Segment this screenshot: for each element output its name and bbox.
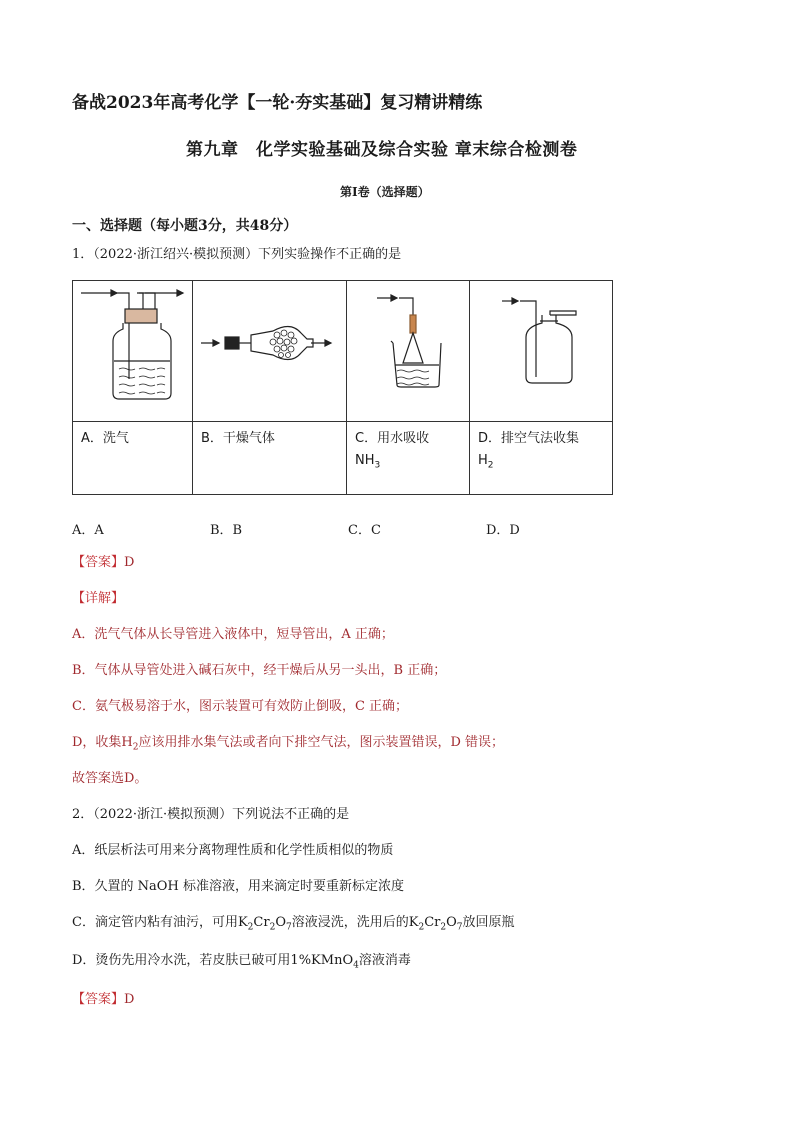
gas-collection-bottle-figure bbox=[470, 281, 613, 422]
q2-option-a: A．纸层析法可用来分离物理性质和化学性质相似的物质 bbox=[72, 843, 394, 858]
option-b: B．B bbox=[210, 523, 243, 538]
q1-detail-a: A．洗气气体从长导管进入液体中，短导管出，A 正确； bbox=[72, 627, 394, 642]
option-d: D．D bbox=[486, 523, 520, 538]
q1-detail-b: B．气体从导管处进入碱石灰中，经干燥后从另一头出，B 正确； bbox=[72, 663, 447, 678]
q2-option-c: C．滴定管内粘有油污，可用$K_2Cr_2O_7$溶液浸洗，洗用后的$K_2Cr_2O_7$放回原瓶 bbox=[72, 915, 515, 933]
wash-bottle-figure bbox=[73, 281, 193, 422]
q1-answer: 【答案】D bbox=[72, 555, 135, 570]
question-1-stem: 1．（2022·浙江绍兴·模拟预测）下列实验操作不正确的是 bbox=[72, 247, 402, 262]
option-a: A．A bbox=[72, 523, 104, 538]
q2-option-d: D．烫伤先用冷水洗，若皮肤已破可用1%KMnO$_4$溶液消毒 bbox=[72, 953, 411, 971]
label-d: D．排空气法收集 $H_2$ bbox=[470, 422, 613, 495]
drying-tube-figure bbox=[193, 281, 347, 422]
q1-detail-tag: 【详解】 bbox=[72, 591, 125, 606]
apparatus-table bbox=[72, 280, 613, 495]
q2-answer: 【答案】D bbox=[72, 992, 135, 1007]
document-title: 备战2023年高考化学【一轮·夯实基础】复习精讲精练 bbox=[72, 93, 483, 113]
option-c: C．C bbox=[348, 523, 381, 538]
chapter-title: 第九章 化学实验基础及综合实验 章末综合检测卷 bbox=[186, 140, 578, 160]
question-2-stem: 2．（2022·浙江·模拟预测）下列说法不正确的是 bbox=[72, 807, 350, 822]
beaker-funnel-figure bbox=[347, 281, 470, 422]
section-heading: 一、选择题（每小题3分，共48分） bbox=[72, 218, 298, 234]
label-b: B．干燥气体 bbox=[193, 422, 347, 495]
q2-option-b: B．久置的 NaOH 标准溶液，用来滴定时要重新标定浓度 bbox=[72, 879, 404, 894]
q1-conclusion: 故答案选D。 bbox=[72, 771, 148, 786]
label-a: A．洗气 bbox=[73, 422, 193, 495]
q1-detail-d: D，收集$H_2$应该用排水集气法或者向下排空气法，图示装置错误，D 错误； bbox=[72, 735, 505, 753]
part-title: 第Ⅰ卷（选择题） bbox=[340, 185, 430, 199]
q1-detail-c: C．氨气极易溶于水，图示装置可有效防止倒吸，C 正确； bbox=[72, 699, 409, 714]
label-c: C．用水吸收 $NH_3$ bbox=[347, 422, 470, 495]
